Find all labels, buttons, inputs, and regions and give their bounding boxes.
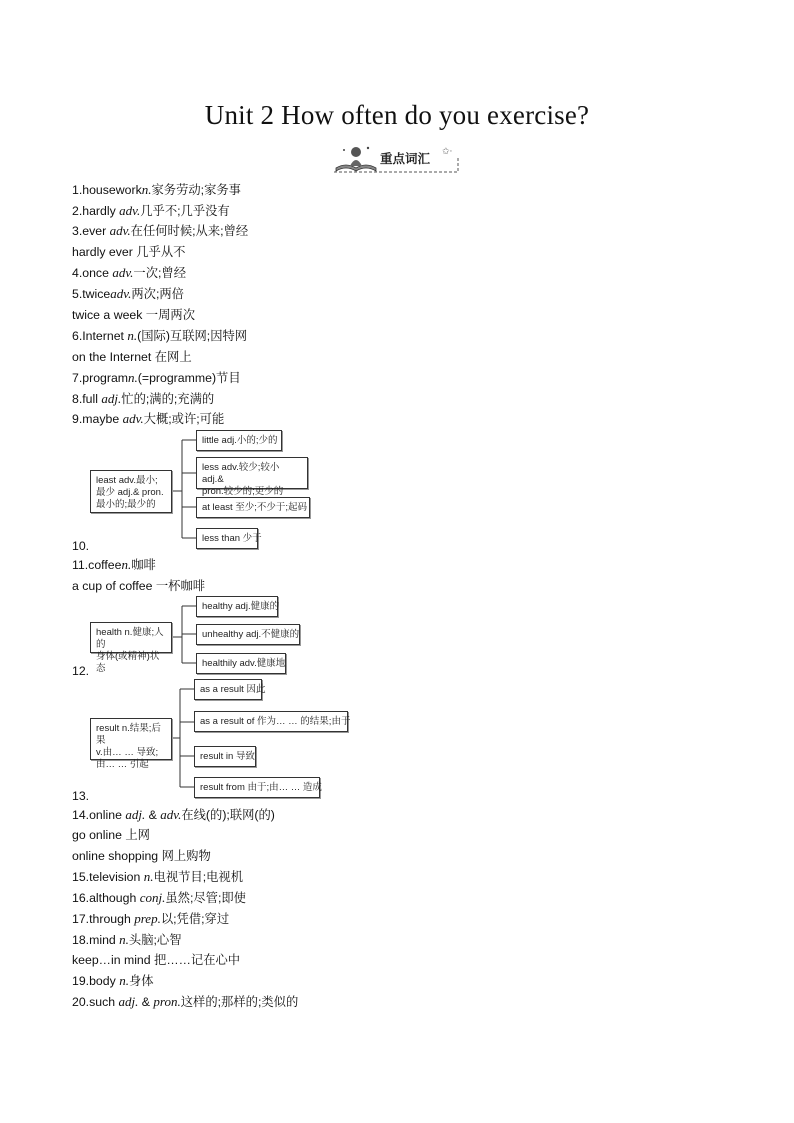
vocab-line: [72, 577, 205, 595]
part-of-speech: n.: [128, 370, 138, 385]
part-of-speech: prep.: [134, 911, 161, 926]
vocab-line: [72, 243, 185, 261]
vocab-word: 11.coffee: [72, 558, 122, 572]
part-of-speech: adj.: [101, 391, 122, 406]
mind-map-12-branch: unhealthy adj.不健康的: [196, 624, 300, 645]
vocab-meaning: 家务劳动;家务事: [151, 183, 241, 197]
vocab-word: 9.maybe: [72, 412, 123, 426]
vocab-line: [72, 951, 240, 969]
section-badge: [332, 140, 460, 174]
mind-map-13-branch: as a result 因此: [194, 679, 262, 700]
vocab-word: 15.television: [72, 870, 144, 884]
page-title: Unit 2 How often do you exercise?: [204, 100, 590, 130]
vocab-meaning: 几乎不;几乎没有: [140, 204, 230, 218]
vocab-word: 13.: [72, 789, 90, 803]
vocab-word: 1.housework: [72, 183, 142, 197]
part-of-speech: n.: [119, 932, 129, 947]
mind-map-12-branch: healthy adj.健康的: [196, 596, 278, 617]
vocab-meaning: 咖啡: [131, 558, 156, 572]
part-of-speech: n.: [127, 328, 138, 343]
vocab-word: go online 上网: [72, 828, 150, 842]
vocab-line: [72, 285, 184, 303]
vocab-word: hardly ever 几乎从不: [72, 245, 186, 259]
mind-map-12-root: health n.健康;人的 身体(或精神)状态: [90, 622, 172, 653]
star-icon: ✩·: [442, 147, 453, 157]
part-of-speech: n.: [141, 182, 152, 197]
vocab-line: [72, 889, 246, 907]
vocab-meaning: 这样的;那样的;类似的: [180, 995, 299, 1009]
vocab-line: [72, 993, 298, 1011]
vocab-line: [72, 662, 89, 680]
part-of-speech: n.: [143, 869, 154, 884]
vocab-word: 12.: [72, 664, 90, 678]
mind-map-10-branch: at least 至少;不少于;起码: [196, 497, 310, 518]
mind-map-10-branch: less than 少于: [196, 528, 258, 549]
part-of-speech: adj.: [125, 807, 146, 822]
badge-label: 重点词汇: [380, 151, 431, 166]
vocab-meaning: 在任何时候;从来;曾经: [130, 224, 249, 238]
vocab-word: 6.Internet: [72, 329, 128, 343]
vocab-line: [72, 826, 150, 844]
part-of-speech: n.: [121, 557, 132, 572]
vocab-line: [72, 181, 241, 199]
vocab-line: [72, 787, 89, 805]
vocab-word: 7.program: [72, 371, 129, 385]
vocab-word: 18.mind: [72, 933, 120, 947]
vocab-meaning: 一次;曾经: [133, 266, 187, 280]
part-of-speech: adv.: [110, 286, 132, 301]
vocab-word: 2.hardly: [72, 204, 120, 218]
vocab-word: 5.twice: [72, 287, 111, 301]
mind-map-12-branch: healthily adv.健康地: [196, 653, 286, 674]
part-of-speech: conj.: [139, 890, 166, 905]
vocab-meaning: 虽然;尽管;即使: [165, 891, 246, 905]
mind-map-10-root: least adv.最小; 最少 adj.& pron. 最小的;最少的: [90, 470, 172, 513]
mind-map-13-branch: as a result of 作为… … 的结果;由于: [194, 711, 348, 732]
vocab-line: [72, 222, 248, 240]
vocab-word: 4.once: [72, 266, 113, 280]
vocab-line: [72, 348, 192, 366]
vocab-line: [72, 910, 229, 928]
vocab-word: 14.online: [72, 808, 126, 822]
part-of-speech: adv.: [122, 411, 144, 426]
vocab-meaning: 大概;或许;可能: [143, 412, 225, 426]
vocab-word: 20.such: [72, 995, 119, 1009]
vocab-meaning: 头脑;心智: [128, 933, 182, 947]
vocab-meaning: (=programme)节目: [137, 371, 241, 385]
vocab-word: 3.ever: [72, 224, 110, 238]
part-of-speech: n.: [119, 973, 129, 988]
vocab-word: a cup of coffee 一杯咖啡: [72, 579, 206, 593]
vocab-word: 16.although: [72, 891, 140, 905]
vocab-line: [72, 202, 230, 220]
vocab-meaning: 两次;两倍: [131, 287, 184, 301]
vocab-word: 10.: [72, 539, 90, 553]
vocab-word: 8.full: [72, 392, 102, 406]
mind-map-13-branch: result in 导致: [194, 746, 256, 767]
vocab-line: [72, 537, 89, 555]
part-of-speech: pron.: [153, 994, 181, 1009]
vocab-word: keep…in mind 把……记在心中: [72, 953, 241, 967]
vocab-word: online shopping 网上购物: [72, 849, 211, 863]
part-of-speech: adv.: [109, 223, 131, 238]
part-of-speech: adj.: [118, 994, 139, 1009]
vocab-line: [72, 390, 214, 408]
mind-map-13-branch: result from 由于;由… … 造成: [194, 777, 320, 798]
vocab-line: [72, 868, 243, 886]
vocab-line: [72, 306, 195, 324]
vocab-meaning: &: [138, 995, 154, 1009]
vocab-line: [72, 410, 224, 428]
mind-map-13-root: result n.结果;后果 v.由… … 导致; 由… … 引起: [90, 718, 172, 760]
vocab-line: [72, 931, 182, 949]
vocab-meaning: 在线(的);联网(的): [181, 808, 275, 822]
vocab-line: [72, 556, 156, 574]
vocab-meaning: (国际)互联网;因特网: [137, 329, 248, 343]
vocab-meaning: 电视节目;电视机: [153, 870, 244, 884]
vocab-line: [72, 369, 241, 387]
vocab-meaning: 身体: [128, 974, 154, 988]
vocab-line: [72, 806, 275, 824]
vocab-meaning: 忙的;满的;充满的: [121, 392, 215, 406]
part-of-speech: adv.: [112, 265, 134, 280]
part-of-speech: adv.: [119, 203, 141, 218]
vocab-word: 19.body: [72, 974, 120, 988]
vocab-line: [72, 972, 154, 990]
part-of-speech: adv.: [160, 807, 182, 822]
vocab-word: on the Internet 在网上: [72, 350, 192, 364]
vocab-line: [72, 327, 247, 345]
vocab-word: 17.through: [72, 912, 135, 926]
vocab-meaning: &: [145, 808, 161, 822]
vocab-word: twice a week 一周两次: [72, 308, 195, 322]
vocab-line: [72, 847, 211, 865]
mind-map-10-branch: little adj.小的;少的: [196, 430, 282, 451]
mind-map-10-branch: less adv.较少;较小 adj.& pron.较少的;更少的: [196, 457, 308, 489]
vocab-line: [72, 264, 186, 282]
vocab-meaning: 以;凭借;穿过: [160, 912, 230, 926]
